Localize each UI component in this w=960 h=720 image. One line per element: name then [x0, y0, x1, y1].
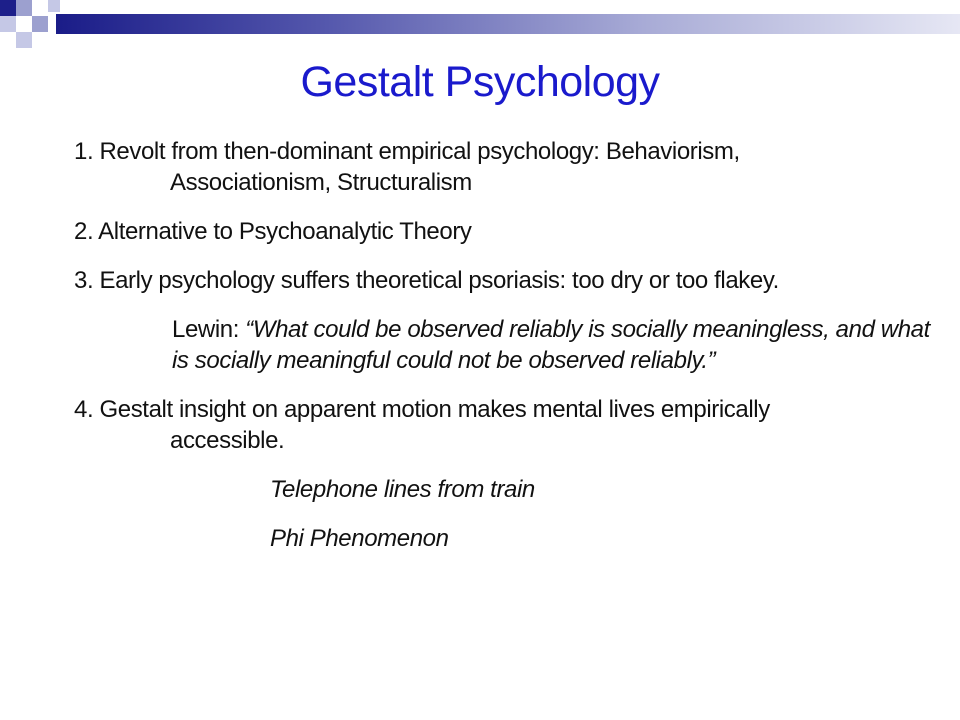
bullet-point-1-line1: 1. Revolt from then-dominant empirical psychology: Behaviorism, [74, 138, 740, 165]
quote-speaker: Lewin: [172, 316, 246, 343]
example-telephone-lines: Telephone lines from train [270, 476, 535, 503]
bullet-point-1-line2: Associationism, Structuralism [170, 169, 472, 196]
bullet-point-2 [74, 216, 934, 247]
header-square-decoration [48, 0, 60, 12]
bullet-point-4 [74, 394, 934, 456]
slide-body [74, 136, 934, 554]
bullet-point-1 [74, 136, 934, 198]
bullet-point-3-line1: 3. Early psychology suffers theoretical psoriasis: too dry or too flakey. [74, 267, 779, 294]
bullet-point-3 [74, 265, 934, 296]
header-square-decoration [0, 0, 16, 16]
bullet-point-2-line1: 2. Alternative to Psychoanalytic Theory [74, 218, 472, 245]
slide-title: Gestalt Psychology [300, 58, 660, 106]
lewin-quote [74, 314, 934, 376]
header-square-decoration [0, 16, 16, 32]
header-gradient-bar [56, 14, 960, 34]
header-square-decoration [16, 0, 32, 16]
quote-text: “What could be observed reliably is socially meaningless, and what is socially meaningful could not be observed reliably.” [172, 316, 930, 374]
header-square-decoration [16, 32, 32, 48]
bullet-point-4-line2: accessible. [170, 427, 285, 454]
header-square-decoration [32, 16, 48, 32]
bullet-point-4-line1: 4. Gestalt insight on apparent motion makes mental lives empirically [74, 396, 770, 423]
example-phi-phenomenon: Phi Phenomenon [270, 525, 449, 552]
